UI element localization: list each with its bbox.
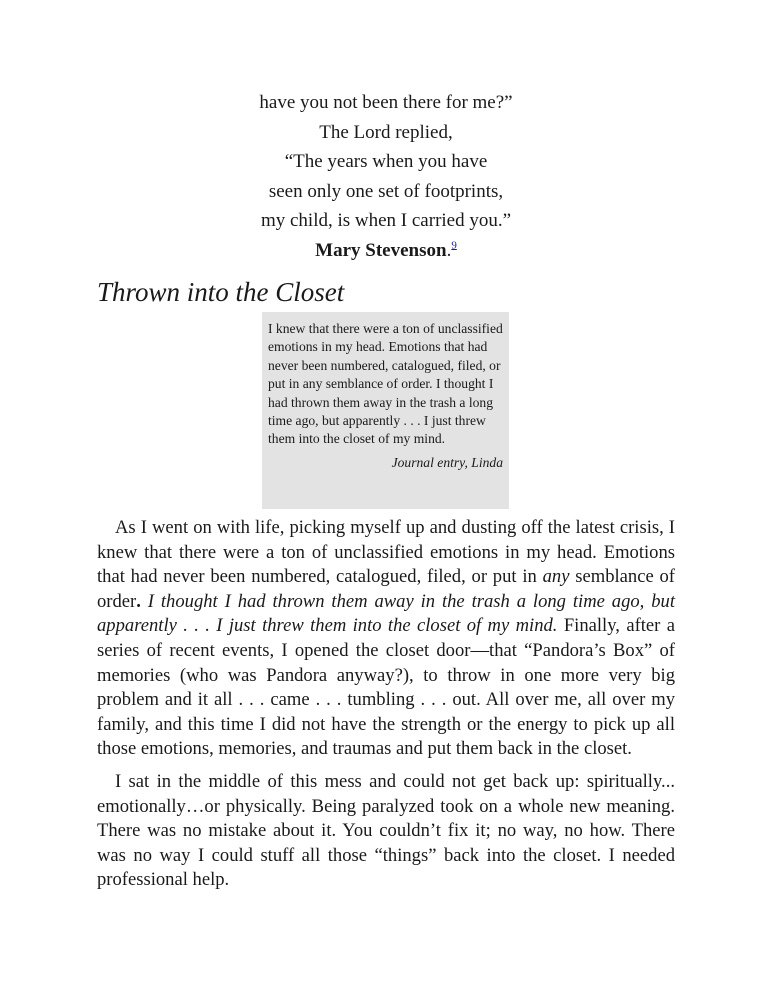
body-text <box>97 516 675 901</box>
paragraph <box>97 516 675 762</box>
footnote-link[interactable]: 9 <box>451 239 457 252</box>
poem-line: my child, is when I carried you.” <box>260 210 512 231</box>
poem-line: seen only one set of footprints, <box>268 180 504 202</box>
bold-text: . <box>136 590 141 612</box>
section-title: Thrown into the Closet <box>97 277 345 307</box>
journal-entry-box <box>262 312 509 509</box>
emphasis-text: any <box>542 566 570 588</box>
text-run: As I went on with life, picking myself up and dusting off the latest crisis, I knew that there were a ton of unclassified emotions in my head. Emotions that had never been numbered, catalogued, filed, or put in <box>97 517 675 588</box>
poem-line: The Lord replied, <box>319 121 453 143</box>
text-run <box>141 591 148 612</box>
poem-excerpt <box>0 88 772 265</box>
poem-line: “The years when you have <box>284 151 488 172</box>
author-period: . <box>446 239 452 261</box>
paragraph: I sat in the middle of this mess and could not get back up: spiritually... emotionally…or physically. Being paralyzed took on a whole new meaning. There was no mistake about it. You couldn’t fix it; no way, no how. There was no way I could stuff all those “things” back into the closet. I needed professional help. <box>97 770 675 891</box>
emphasis-text: I thought I had thrown them away in the trash a long time ago, but apparently . . . I just threw them into the closet of my mind. <box>97 590 675 637</box>
text-run: Finally, after a series of recent events, I opened the closet door—that “Pandora’s Box” of memories (who was Pandora anyway?), to throw in one more very big problem and it all . . . came . . . tumbling . . . out. All over me, all over my family, and this time I did not have the strength or the energy to pick up all those emotions, memories, and traumas and put them back in the closet. <box>97 615 675 760</box>
journal-entry-text: I knew that there were a ton of unclassified emotions in my head. Emotions that had never been numbered, catalogued, filed, or put in any semblance of order. I thought I had thrown them away in the trash a long time ago, but apparently . . . I just threw them into the closet of my mind. <box>268 321 503 447</box>
poem-attribution <box>0 236 772 266</box>
poem-line: have you not been there for me?” <box>259 92 513 113</box>
journal-entry-attribution: Journal entry, Linda <box>391 454 503 470</box>
text-run: semblance of order <box>97 566 675 612</box>
poem-author: Mary Stevenson <box>315 239 447 261</box>
